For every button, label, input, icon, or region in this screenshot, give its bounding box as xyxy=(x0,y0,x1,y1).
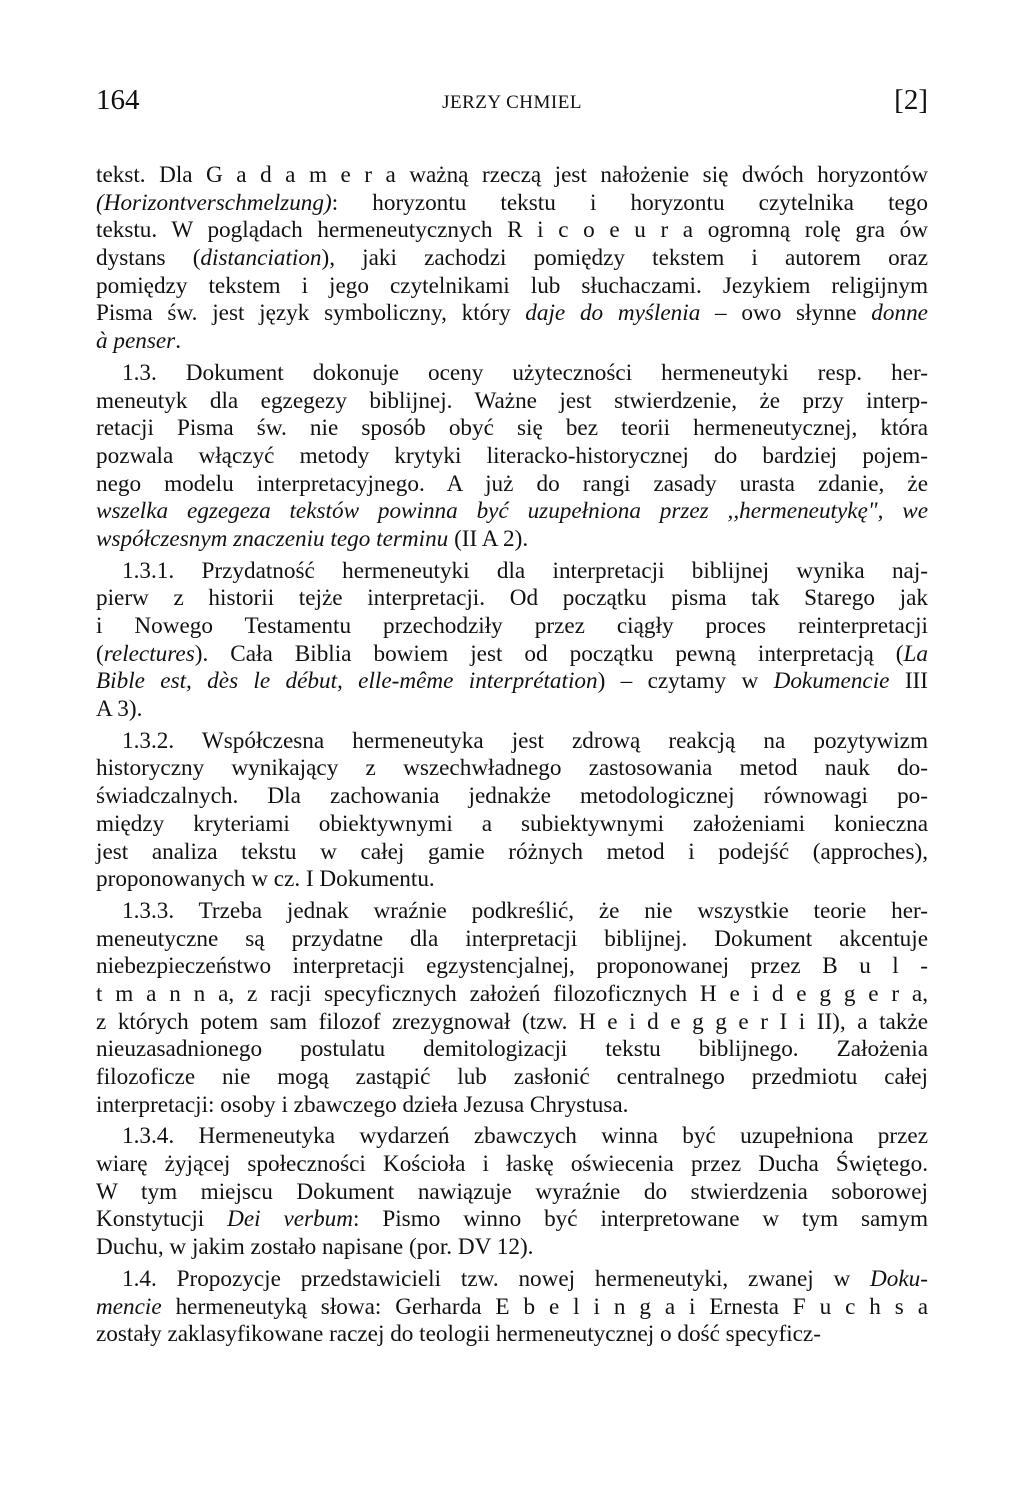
text-run: wiarę żyjącej społeczności Kościoła i łaskę oświecenia przez Ducha Świętego. xyxy=(96,1151,928,1178)
text-run: tekstu. W poglądach hermeneutycznych R i c o e u r a ogromną rolę gra ów xyxy=(96,217,928,244)
text-run: (II A 2). xyxy=(448,525,529,552)
text-run: niebezpieczeństwo interpretacji egzystencjalnej, proponowanej przez B u l - xyxy=(96,953,928,980)
text-run: : horyzontu tekstu i horyzontu czytelnika tego xyxy=(331,189,928,216)
text-line xyxy=(96,1009,928,1037)
text-run: ). Cała Biblia bowiem jest od początku pewną interpretacją ( xyxy=(194,640,904,667)
text-line xyxy=(96,300,928,328)
italic-text: współczesnym znaczeniu tego terminu xyxy=(96,525,449,552)
text-run: i Nowego Testamentu przechodziły przez ciągły proces reinterpretacji xyxy=(96,613,928,639)
text-line xyxy=(96,1179,928,1207)
text-run: pierw z historii tejże interpretacji. Od początku pisma tak Starego jak xyxy=(96,585,928,612)
text-run: pozwala włączyć metody krytyki literacko-historycznej do bardziej pojem- xyxy=(96,442,928,469)
text-line xyxy=(96,613,928,641)
text-line xyxy=(96,1092,928,1120)
italic-text: daje do myślenia xyxy=(525,300,701,327)
text-run: jest analiza tekstu w całej gamie różnych metod i podejść (approches), xyxy=(96,838,928,865)
text-line xyxy=(96,1234,928,1262)
text-run: 1.3.3. Trzeba jednak wraźnie podkreślić, że nie wszystkie teorie her- xyxy=(122,897,928,924)
text-line xyxy=(96,388,928,416)
italic-text: Dokumencie xyxy=(773,668,890,695)
italic-text: à penser xyxy=(96,328,176,355)
italic-text: La xyxy=(903,640,928,667)
text-line xyxy=(96,471,928,499)
text-line xyxy=(96,1266,928,1294)
text-run: W tym miejscu Dokument nawiązuje wyraźnie do stwierdzenia soborowej xyxy=(96,1178,928,1205)
text-run: meneutyczne są przydatne dla interpretacji biblijnej. Dokument akcentuje xyxy=(96,925,928,952)
page-number: 164 xyxy=(96,84,140,116)
italic-text: wszelka egzegeza tekstów powinna być uzupełniona przez ,,hermeneutykę", we xyxy=(96,498,928,525)
text-line xyxy=(96,668,928,696)
text-run: 1.4. Propozycje przedstawicieli tzw. nowej hermeneutyki, zwanej w xyxy=(122,1265,871,1292)
text-run: ) – czytamy w xyxy=(597,668,774,695)
text-run: nego modelu interpretacyjnego. A już do rangi zasady urasta zdanie, że xyxy=(96,470,928,497)
text-line xyxy=(96,415,928,443)
text-run: 1.3.2. Współczesna hermeneutyka jest zdrową reakcją na pozytywizm xyxy=(122,727,928,754)
text-run: Pisma św. jest język symboliczny, który xyxy=(96,300,526,327)
text-run: hermeneutyką słowa: Gerharda E b e l i n g a i Ernesta F u c h s a xyxy=(161,1293,928,1320)
text-line xyxy=(96,1321,928,1349)
body-text xyxy=(96,162,928,1349)
text-run: 1.3.1. Przydatność hermeneutyki dla interpretacji biblijnej wynika naj- xyxy=(122,557,928,584)
text-run: między kryteriami obiektywnymi a subiektywnymi założeniami konieczna xyxy=(96,810,928,837)
text-run: ), jaki zachodzi pomiędzy tekstem i autorem oraz xyxy=(321,245,928,272)
running-head: JERZY CHMIEL xyxy=(442,92,582,113)
text-run: interpretacji: osoby i zbawczego dzieła Jezusa Chrystusa. xyxy=(96,1091,629,1118)
section-marker: [2] xyxy=(894,84,928,116)
text-line xyxy=(96,1294,928,1322)
text-run: A 3). xyxy=(96,696,143,723)
text-run: pomiędzy tekstem i jego czytelnikami lub słuchaczami. Jezykiem religijnym xyxy=(96,272,928,299)
text-run: świadczalnych. Dla zachowania jednakże metodologicznej równowagi po- xyxy=(96,783,928,810)
text-line xyxy=(96,1123,928,1151)
text-line xyxy=(96,866,928,894)
text-run: 1.3.4. Hermeneutyka wydarzeń zbawczych winna być uzupełniona przez xyxy=(122,1123,928,1150)
text-line xyxy=(96,1206,928,1234)
italic-text: Dei verbum xyxy=(227,1206,354,1233)
text-run: retacji Pisma św. nie sposób obyć się bez teorii hermeneutycznej, która xyxy=(96,415,928,442)
text-run: nieuzasadnionego postulatu demitologizacji tekstu biblijnego. Założenia xyxy=(96,1036,928,1063)
text-line xyxy=(96,443,928,471)
text-run: – owo słynne xyxy=(700,300,872,327)
text-run: historyczny wynikający z wszechwładnego zastosowania metod nauk do- xyxy=(96,755,928,782)
paragraph xyxy=(96,558,928,724)
text-line xyxy=(96,585,928,613)
text-line xyxy=(96,558,928,586)
page-header xyxy=(96,84,928,124)
text-line xyxy=(96,498,928,526)
text-run: Duchu, w jakim zostało napisane (por. DV 12). xyxy=(96,1234,534,1261)
text-run: . xyxy=(175,328,182,355)
italic-text: Doku- xyxy=(870,1265,928,1292)
text-line xyxy=(96,696,928,724)
text-line xyxy=(96,1064,928,1092)
italic-text: relectures xyxy=(103,640,195,667)
text-line xyxy=(96,953,928,981)
italic-text: (Horizontverschmelzung) xyxy=(96,189,332,216)
text-line xyxy=(96,328,928,356)
text-run: : Pismo winno być interpretowane w tym samym xyxy=(353,1206,928,1233)
text-line xyxy=(96,926,928,954)
text-run: proponowanych w cz. I Dokumentu. xyxy=(96,866,435,893)
text-line xyxy=(96,1151,928,1179)
paragraph xyxy=(96,728,928,894)
paragraph xyxy=(96,1266,928,1349)
text-line xyxy=(96,728,928,756)
text-run: 1.3. Dokument dokonuje oceny użyteczności hermeneutyki resp. her- xyxy=(122,359,928,386)
paragraph xyxy=(96,360,928,554)
text-run: zostały zaklasyfikowane raczej do teologii hermeneutycznej o dość specyficz- xyxy=(96,1321,821,1348)
italic-text: Bible est, dès le début, elle-même interprétation xyxy=(96,668,598,695)
text-line xyxy=(96,811,928,839)
text-line xyxy=(96,755,928,783)
italic-text: distanciation xyxy=(200,245,322,272)
text-line xyxy=(96,526,928,554)
text-run: Konstytucji xyxy=(96,1206,228,1233)
text-line xyxy=(96,360,928,388)
text-line xyxy=(96,898,928,926)
text-line xyxy=(96,1036,928,1064)
text-line xyxy=(96,245,928,273)
text-run: dystans ( xyxy=(96,245,201,272)
text-line xyxy=(96,162,928,190)
paragraph xyxy=(96,1123,928,1261)
text-line xyxy=(96,190,928,218)
text-run: ( xyxy=(96,640,104,667)
text-line xyxy=(96,839,928,867)
paragraph xyxy=(96,898,928,1120)
text-line xyxy=(96,217,928,245)
text-run: tekst. Dla G a d a m e r a ważną rzeczą jest nałożenie się dwóch horyzontów xyxy=(96,162,928,188)
text-line xyxy=(96,783,928,811)
text-line xyxy=(96,273,928,301)
text-run: III xyxy=(889,668,928,695)
text-line xyxy=(96,981,928,1009)
italic-text: donne xyxy=(871,300,928,327)
paragraph xyxy=(96,162,928,356)
italic-text: mencie xyxy=(96,1293,162,1320)
text-run: filozoficze nie mogą zastąpić lub zasłonić centralnego przedmiotu całej xyxy=(96,1064,928,1090)
text-run: meneutyk dla egzegezy biblijnej. Ważne jest stwierdzenie, że przy interp- xyxy=(96,387,928,414)
text-line xyxy=(96,641,928,669)
text-run: z których potem sam filozof zrezygnował (tzw. H e i d e g g e r I i II), a także xyxy=(96,1008,928,1035)
text-run: t m a n n a, z racji specyficznych założeń filozoficznych H e i d e g g e r a, xyxy=(96,980,928,1007)
